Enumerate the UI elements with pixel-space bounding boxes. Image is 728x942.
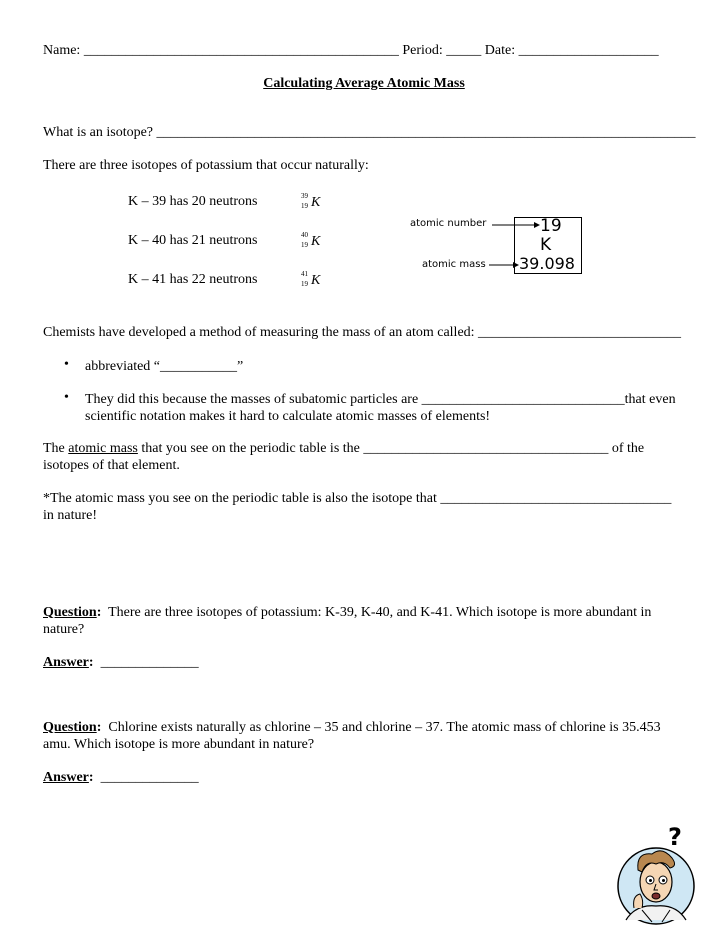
star-para-line2: in nature!	[43, 508, 98, 523]
answer-2-field[interactable]: ______________	[100, 770, 199, 785]
date-label: Date:	[484, 43, 516, 58]
isotope-answer-field[interactable]: _____________________________________________________________________________	[156, 125, 696, 140]
atomic-number-label: atomic number	[410, 218, 487, 229]
question-2-text: Chlorine exists naturally as chlorine – 35 and chlorine – 37. The atomic mass of chlorine is 35.453	[108, 720, 661, 735]
isotope-question	[43, 125, 696, 141]
star-para-line1: *The atomic mass you see on the periodic table is also the isotope that _________________________________	[43, 491, 672, 506]
name-label: Name:	[43, 43, 81, 58]
atomic-number: 19	[301, 241, 308, 249]
isotope-k40: K – 40 has 21 neutrons	[128, 233, 258, 248]
cell-element-symbol: K	[540, 235, 552, 255]
isotope-k41: K – 41 has 22 neutrons	[128, 272, 258, 287]
question-2-line1: Question: Chlorine exists naturally as chlorine – 35 and chlorine – 37. The atomic mass of chlorine is 35.453	[43, 720, 661, 735]
bullet-subatomic-line1: They did this because the masses of subatomic particles are _____________________________that even	[85, 392, 676, 407]
element-symbol: K	[311, 195, 321, 210]
atomic-mass-para-line1	[43, 441, 644, 457]
puzzled-scientist-icon	[612, 824, 700, 928]
element-symbol: K	[311, 234, 321, 249]
chemists-line	[43, 325, 681, 341]
date-field[interactable]: ____________________	[518, 43, 659, 58]
name-field[interactable]: _____________________________________________	[83, 43, 399, 58]
atomic-mass-para-line2: isotopes of that element.	[43, 458, 180, 473]
question-1-line1: Question: There are three isotopes of potassium: K-39, K-40, and K-41. Which isotope is more abundant in	[43, 605, 652, 620]
question-2-line2: amu. Which isotope is more abundant in nature?	[43, 737, 315, 752]
answer-1-label: Answer	[43, 655, 89, 670]
mass-number: 39	[301, 192, 308, 200]
atomic-number: 19	[301, 280, 308, 288]
atomic-mass-term: atomic mass	[68, 441, 138, 456]
bullet-subatomic-line2: scientific notation makes it hard to calculate atomic masses of elements!	[85, 409, 491, 424]
bullet-dot: •	[64, 390, 69, 405]
atomic-number: 19	[301, 202, 308, 210]
bullet-dot: •	[64, 357, 69, 372]
question-2-label: Question	[43, 720, 97, 735]
cell-atomic-mass: 39.098	[519, 254, 575, 273]
diagram-arrows	[0, 0, 1, 1]
atomic-mass-label: atomic mass	[422, 259, 486, 270]
answer-2: Answer: ______________	[43, 770, 199, 785]
bullet-abbreviated: abbreviated “___________”	[85, 359, 244, 374]
header-line	[43, 43, 659, 59]
mass-number: 41	[301, 270, 308, 278]
isotopes-intro: There are three isotopes of potassium that occur naturally:	[43, 158, 369, 173]
period-label: Period:	[402, 43, 443, 58]
period-field[interactable]: _____	[446, 43, 482, 58]
question-1-line2: nature?	[43, 622, 85, 637]
amu-answer-field[interactable]: _____________________________	[478, 325, 682, 340]
page-title: Calculating Average Atomic Mass	[263, 76, 465, 91]
isotope-k39: K – 39 has 20 neutrons	[128, 194, 258, 209]
answer-2-label: Answer	[43, 770, 89, 785]
question-1-text: There are three isotopes of potassium: K-39, K-40, and K-41. Which isotope is more abundant in	[108, 605, 652, 620]
chemists-text: Chemists have developed a method of measuring the mass of an atom called:	[43, 325, 475, 340]
cell-atomic-number: 19	[540, 216, 562, 236]
answer-1-field[interactable]: ______________	[100, 655, 199, 670]
answer-1: Answer: ______________	[43, 655, 199, 670]
question-mark-icon: ?	[668, 823, 682, 851]
isotope-question-text: What is an isotope?	[43, 125, 154, 140]
mass-number: 40	[301, 231, 308, 239]
element-symbol: K	[311, 273, 321, 288]
para-pre: The	[43, 441, 69, 456]
question-1-label: Question	[43, 605, 97, 620]
para-post: that you see on the periodic table is the ___________________________________ of the	[137, 441, 645, 456]
